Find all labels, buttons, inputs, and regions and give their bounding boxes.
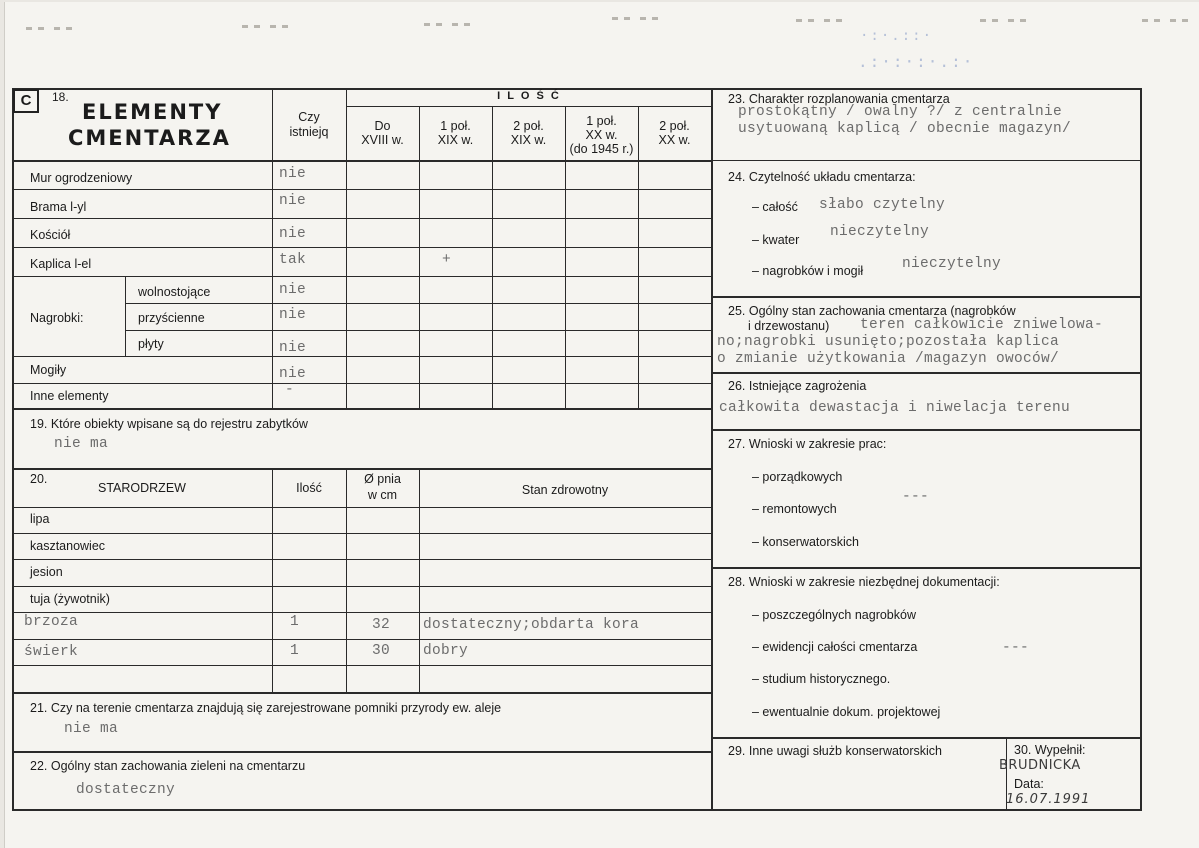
- row-label-plyty: płyty: [138, 337, 164, 351]
- section-27-item-1: – porządkowych: [752, 470, 843, 484]
- row-label-inne: Inne elementy: [30, 389, 109, 403]
- col-pnia-line1: Ø pnia: [364, 472, 401, 486]
- tree-swierk-state: dobry: [423, 643, 469, 659]
- col-period-3-l1: 2 poł.: [513, 119, 544, 133]
- tree-row-jesion: jesion: [30, 565, 63, 579]
- section-24-value-calosc: słabo czytelny: [819, 197, 946, 213]
- section-30-label-date: Data:: [1014, 777, 1044, 791]
- row-value-kaplica: tak: [279, 252, 307, 268]
- section-20-title: STARODRZEW: [98, 481, 186, 495]
- section-28-label: 28. Wnioski w zakresie niezbędnej dokumentacji:: [728, 575, 1000, 589]
- col-czy-line1: Czy: [298, 110, 320, 124]
- tree-brzoza-state: dostateczny;obdarta kora: [423, 617, 640, 633]
- tree-row-tuja: tuja (żywotnik): [30, 592, 110, 606]
- row-label-mogily: Mogiły: [30, 363, 67, 377]
- section-25-line3: o zmianie użytkowania /magazyn owoców/: [717, 351, 1060, 367]
- col-period-4-l1: 1 poł.: [586, 114, 617, 128]
- section-27-item-3: – konserwatorskich: [752, 535, 859, 549]
- section-19-value: nie ma: [54, 436, 109, 452]
- section-25-line2: no;nagrobki usunięto;pozostała kaplica: [717, 334, 1060, 350]
- section-22-label: 22. Ogólny stan zachowania zieleni na cmentarzu: [30, 759, 306, 773]
- col-period-5-l1: 2 poł.: [659, 119, 690, 133]
- section-27-item-2: – remontowych: [752, 502, 837, 516]
- col-period-2-l1: 1 poł.: [440, 119, 471, 133]
- tree-row-lipa: lipa: [30, 512, 50, 526]
- col-period-4-l3: (do 1945 r.): [569, 142, 634, 156]
- section-box-letter: C: [13, 89, 39, 113]
- section-26-label: 26. Istniejące zagrożenia: [728, 379, 867, 393]
- row-value-wolnostojace: nie: [279, 282, 307, 298]
- col-period-3-l2: XIX w.: [510, 133, 547, 147]
- section-20-number: 20.: [30, 472, 48, 486]
- col-pnia-line2: w cm: [367, 488, 398, 502]
- tree-brzoza-diam: 32: [372, 617, 391, 633]
- tree-row-swierk: świerk: [24, 644, 79, 660]
- row-label-kosciol: Kościół: [30, 228, 71, 242]
- section-24-label: 24. Czytelność układu cmentarza:: [728, 170, 916, 184]
- section-24-value-nagrobkow: nieczytelny: [902, 256, 1002, 272]
- section-24-item-nagrobkow: – nagrobków i mogił: [752, 264, 864, 278]
- col-period-2-l2: XIX w.: [437, 133, 474, 147]
- row-label-kaplica: Kaplica l-el: [30, 257, 92, 271]
- section-22-value: dostateczny: [76, 782, 176, 798]
- section-18-number: 18.: [52, 90, 69, 104]
- section-24-value-kwater: nieczytelny: [830, 224, 930, 240]
- row-label-przyscienne: przyścienne: [138, 311, 205, 325]
- section-30-label-filled: 30. Wypełnił:: [1014, 743, 1086, 757]
- tree-row-brzoza: brzoza: [24, 614, 79, 630]
- col-period-5-l2: XX w.: [658, 133, 691, 147]
- nagrobki-label: Nagrobki:: [30, 311, 84, 325]
- section-30-date: 16.07.1991: [1006, 792, 1091, 807]
- section-24-item-calosc: – całość: [752, 200, 798, 214]
- section-28-item-1: – poszczególnych nagrobków: [752, 608, 916, 622]
- section-24-item-kwater: – kwater: [752, 233, 800, 247]
- section-21-value: nie ma: [64, 721, 119, 737]
- row-value-inne: -: [285, 382, 295, 398]
- faded-stamp-2: .:·:·:·.:·: [858, 52, 975, 71]
- col-stan: Stan zdrowotny: [521, 483, 609, 497]
- row-label-wolnostojace: wolnostojące: [138, 285, 211, 299]
- section-18-title-line2: CMENTARZA: [68, 126, 231, 150]
- row-value-mogily: nie: [279, 366, 307, 382]
- col-period-1-l1: Do: [374, 119, 391, 133]
- row-value-brama: nie: [279, 193, 307, 209]
- tree-swierk-diam: 30: [372, 643, 391, 659]
- section-26-value: całkowita dewastacja i niwelacja terenu: [719, 400, 1071, 416]
- row-value-kosciol: nie: [279, 226, 307, 242]
- row-label-brama: Brama l-yl: [30, 200, 87, 214]
- section-28-item-2: – ewidencji całości cmentarza: [752, 640, 918, 654]
- kaplica-mark: +: [442, 252, 452, 268]
- faded-stamp: ·:·.::·: [860, 28, 934, 44]
- section-30-filled-by: BRUDNICKA: [999, 758, 1081, 773]
- col-period-1-l2: XVIII w.: [361, 133, 404, 147]
- section-23-line2: usytuowaną kaplicą / obecnie magazyn/: [738, 121, 1072, 137]
- col-ilosc: Ilość: [296, 481, 322, 495]
- row-label-mur: Mur ogrodzeniowy: [30, 171, 133, 185]
- row-value-przyscienne: nie: [279, 307, 307, 323]
- section-25-label1: 25. Ogólny stan zachowania cmentarza (nagrobków: [728, 304, 1016, 318]
- section-23-line1: prostokątny / owalny ?/ z centralnie: [738, 104, 1063, 120]
- section-27-value: ---: [902, 489, 930, 505]
- section-28-item-3: – studium historycznego.: [752, 672, 891, 686]
- col-czy-line2: istniejq: [289, 125, 329, 139]
- section-18-title-line1: ELEMENTY: [82, 100, 223, 124]
- section-28-value: ---: [1002, 640, 1030, 656]
- section-23-label: 23. Charakter rozplanowania cmentarza: [728, 92, 950, 106]
- section-25-label2: i drzewostanu): [748, 319, 830, 333]
- row-value-plyty: nie: [279, 340, 307, 356]
- section-21-label: 21. Czy na terenie cmentarza znajdują się zarejestrowane pomniki przyrody ew. aleje: [30, 701, 502, 715]
- section-28-item-4: – ewentualnie dokum. projektowej: [752, 705, 941, 719]
- tree-swierk-qty: 1: [290, 643, 300, 659]
- ilosc-header: I L O Ś Ć: [497, 90, 561, 102]
- col-period-4-l2: XX w.: [585, 128, 618, 142]
- tree-row-kasztanowiec: kasztanowiec: [30, 539, 106, 553]
- tree-brzoza-qty: 1: [290, 614, 300, 630]
- section-27-label: 27. Wnioski w zakresie prac:: [728, 437, 887, 451]
- section-19-label: 19. Które obiekty wpisane są do rejestru zabytków: [30, 417, 308, 431]
- section-25-line1: teren całkowicie zniwelowa-: [860, 317, 1104, 333]
- section-29-label: 29. Inne uwagi służb konserwatorskich: [728, 744, 943, 758]
- row-value-mur: nie: [279, 166, 307, 182]
